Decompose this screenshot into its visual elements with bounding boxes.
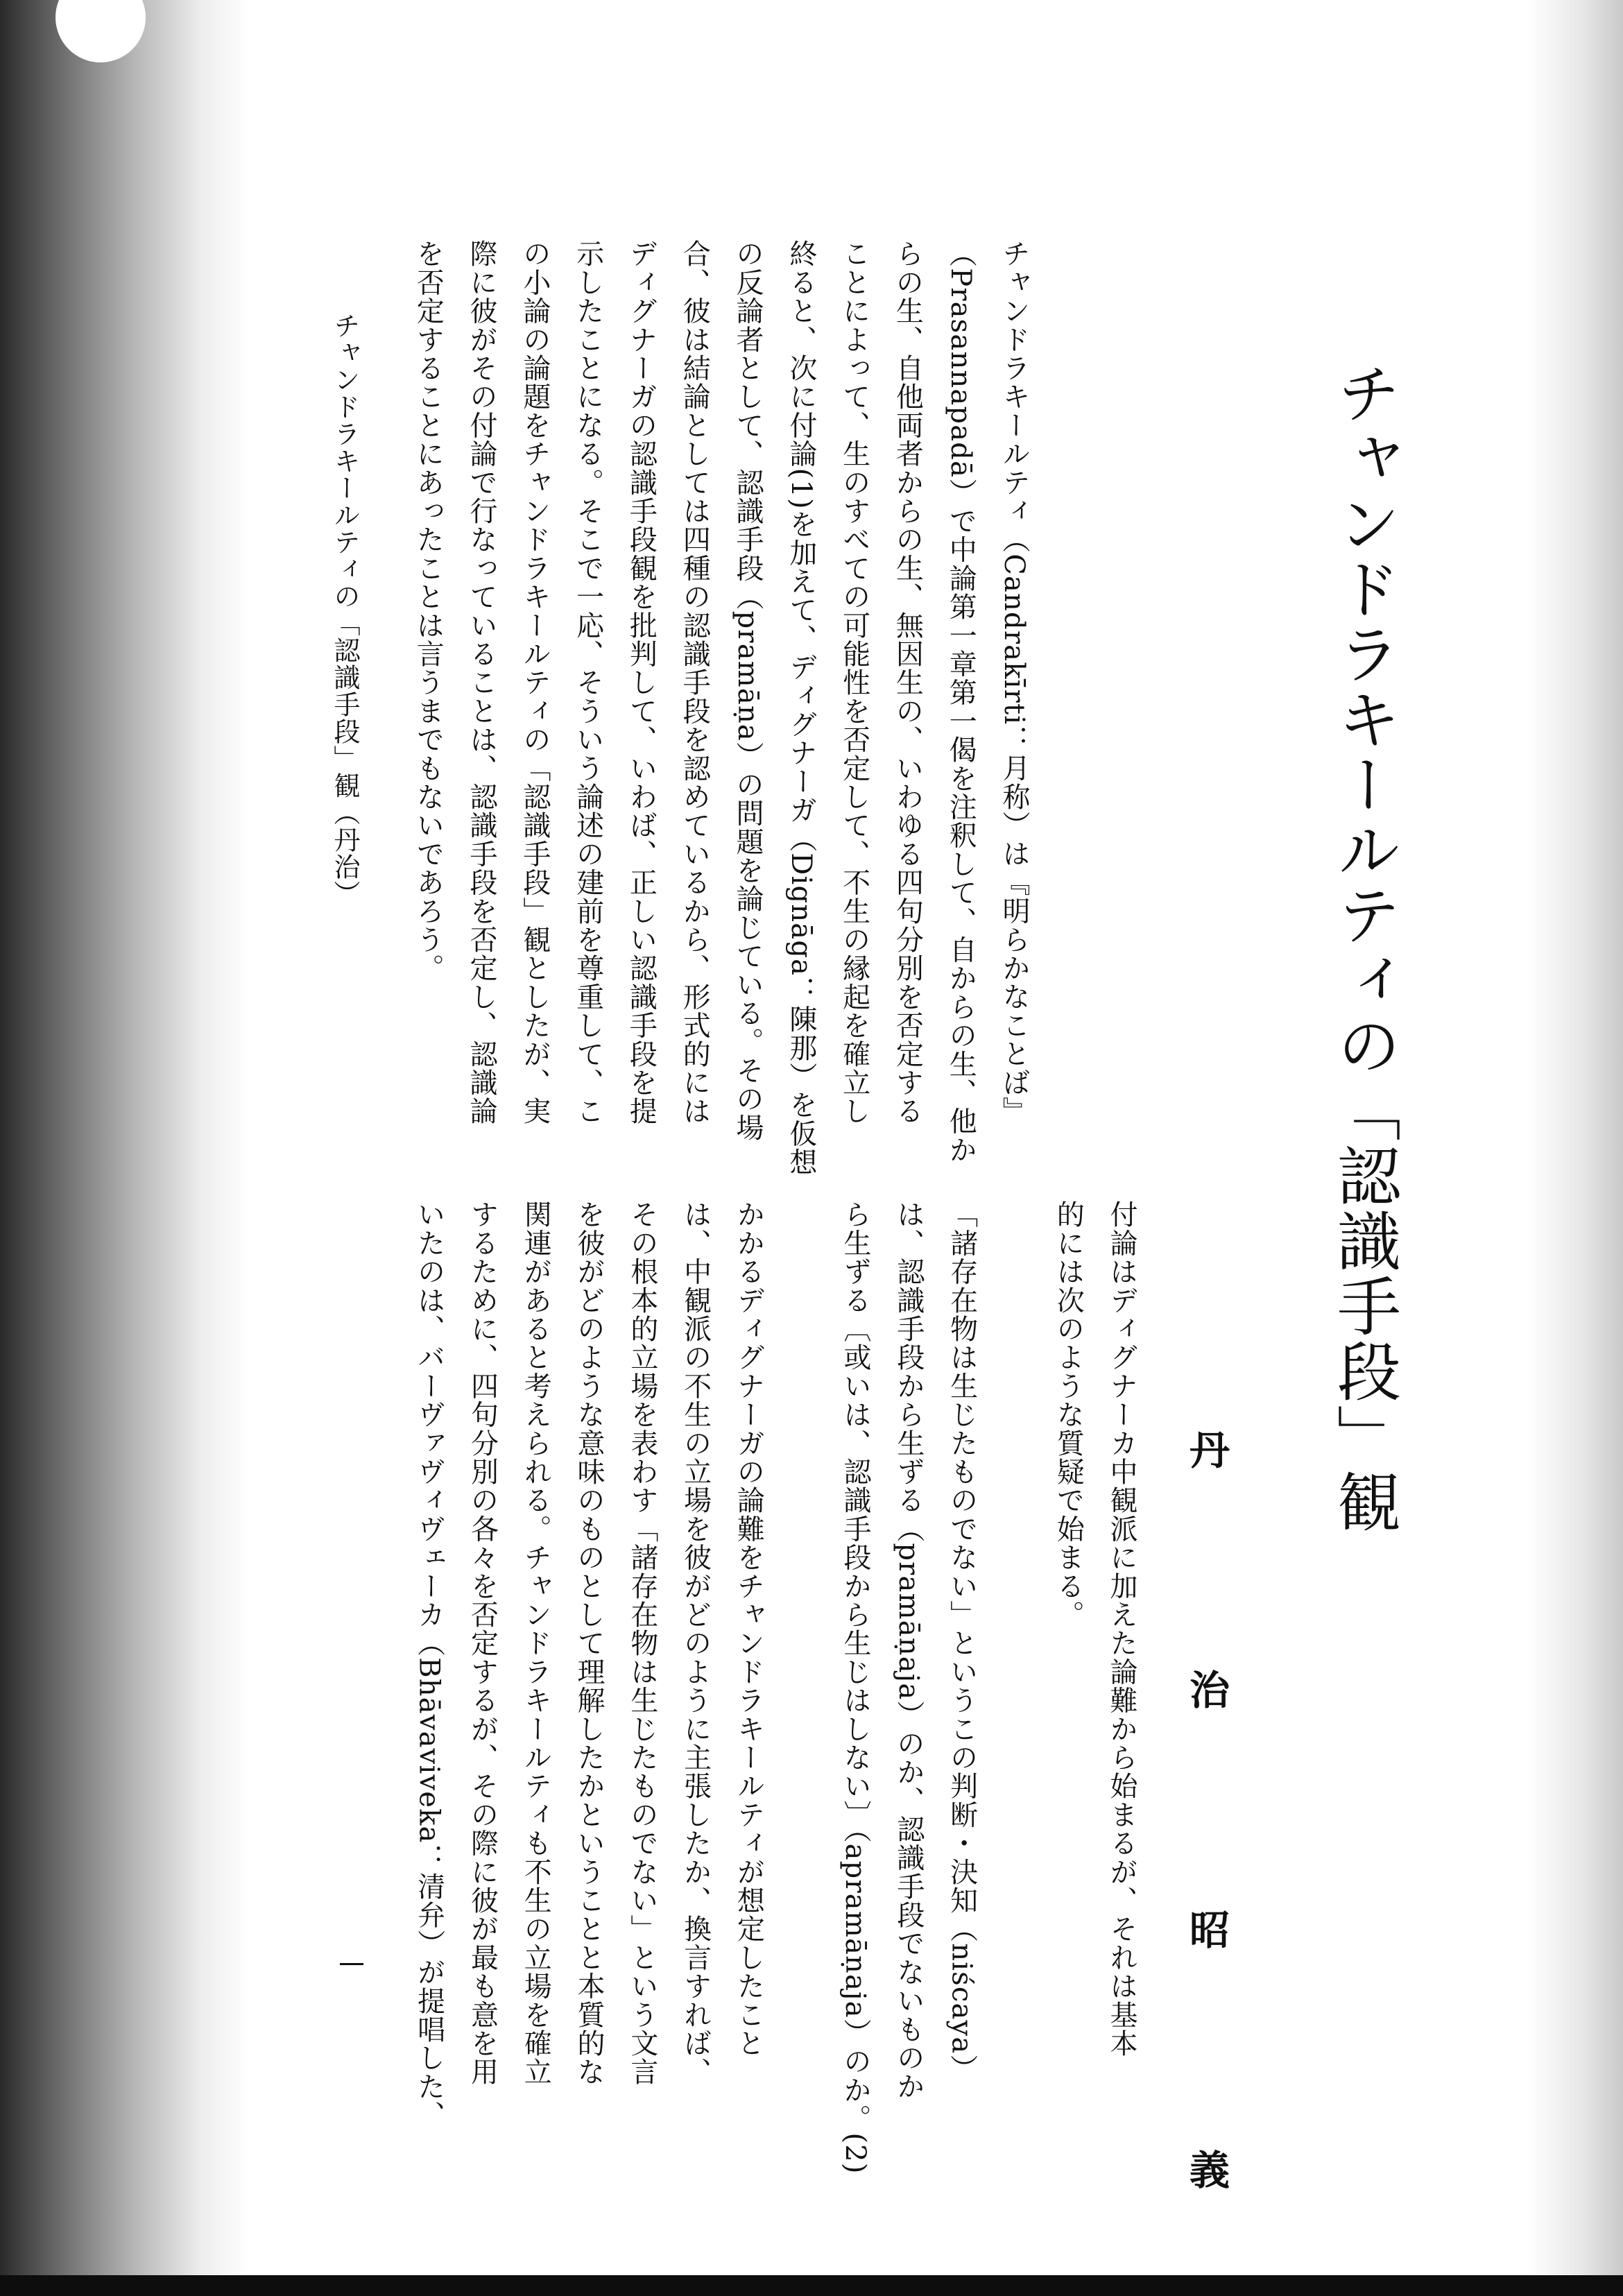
text-line: ことによって、生のすべての可能性を否定して、不生の縁起を確立し — [838, 239, 870, 1126]
text-line: その根本的立場を表わす「諸存在物は生じたものでない」という文言 — [626, 1200, 658, 2087]
page-number — [340, 1963, 363, 1965]
text-line: 的には次のような質疑で始まる。 — [1052, 1200, 1085, 1629]
text-line: らの生、自他両者からの生、無因生の、いわゆる四句分別を否定する — [891, 239, 924, 1126]
quote-line: 「諸存在物は生じたものでない」というこの判断・決知（niścaya） — [945, 1200, 978, 2083]
scan-edge-shadow — [0, 0, 250, 2296]
text-line: を彼がどのような意味のものとして理解したかということと本質的な — [573, 1200, 606, 2087]
text-line: 合、彼は結論としては四種の認識手段を認めているから、形式的には — [678, 239, 711, 1126]
text-line: は、中観派の不生の立場を彼がどのように主張したか、換言すれば、 — [679, 1200, 712, 2087]
blank-line — [775, 1200, 828, 2053]
scan-bottom-bar — [0, 2275, 1623, 2296]
upper-text-block — [375, 239, 1040, 1176]
quote-line: ら生ずる〔或いは、認識手段から生じはしない〕（apramāṇaja）のか。(2) — [839, 1200, 872, 2175]
text-line: 付論はディグナーカ中観派に加えた論難から始まるが、それは基本 — [1106, 1200, 1137, 2057]
text-line: ディグナーガの認識手段観を批判して、いわば、正しい認識手段を提 — [625, 239, 658, 1126]
article-title: チャンドラキールティの「認識手段」観 — [1327, 361, 1401, 1534]
text-line: かかるディグナーガの論難をチャンドラキールティが想定したこと — [732, 1200, 765, 2057]
text-line: 関連があると考えられる。チャンドラキールティも不生の立場を確立 — [519, 1200, 552, 2087]
text-line: 際に彼がその付論で行なっていることは、認識手段を否定し、認識論 — [465, 239, 498, 1126]
text-line: チャンドラキールティ（Candrakīrti：月称）は『明らかなことば』 — [998, 239, 1030, 1126]
text-line: の小論の論題をチャンドラキールティの「認識手段」観としたが、実 — [518, 239, 551, 1126]
text-line: （Prasannapadā）で中論第一章第一偈を注釈して、自からの生、他か — [945, 239, 977, 1164]
text-line: の反論者として、認識手段（pramāṇa）の問題を論じている。その場 — [732, 239, 764, 1142]
author-name: 丹 治 昭 義 — [1183, 1429, 1230, 2269]
text-line: するために、四句分別の各々を否定するが、その際に彼が最も意を用 — [466, 1200, 499, 2087]
text-line: 終ると、次に付論(1)を加えて、ディグナーガ（Dignāga：陳那）を仮想 — [784, 239, 817, 1176]
text-line: 示したことになる。そこで一応、そういう論述の建前を尊重して、こ — [572, 239, 604, 1126]
lower-text-block — [395, 1200, 1148, 2175]
quote-line: は、認識手段から生ずる（pramāṇaja）のか、認識手段でないものか — [892, 1200, 925, 2101]
running-header: チャンドラキールティの「認識手段」観（丹治） — [329, 312, 360, 907]
text-line: を否定することにあったことは言うまでもないであろう。 — [412, 239, 445, 983]
scan-right-shade — [1526, 0, 1623, 2296]
blank-line — [988, 1200, 1042, 2053]
text-line: いたのは、バーヴァヴィヴェーカ（Bhāvaviveka：清弁）が提唱した、 — [413, 1200, 445, 2130]
